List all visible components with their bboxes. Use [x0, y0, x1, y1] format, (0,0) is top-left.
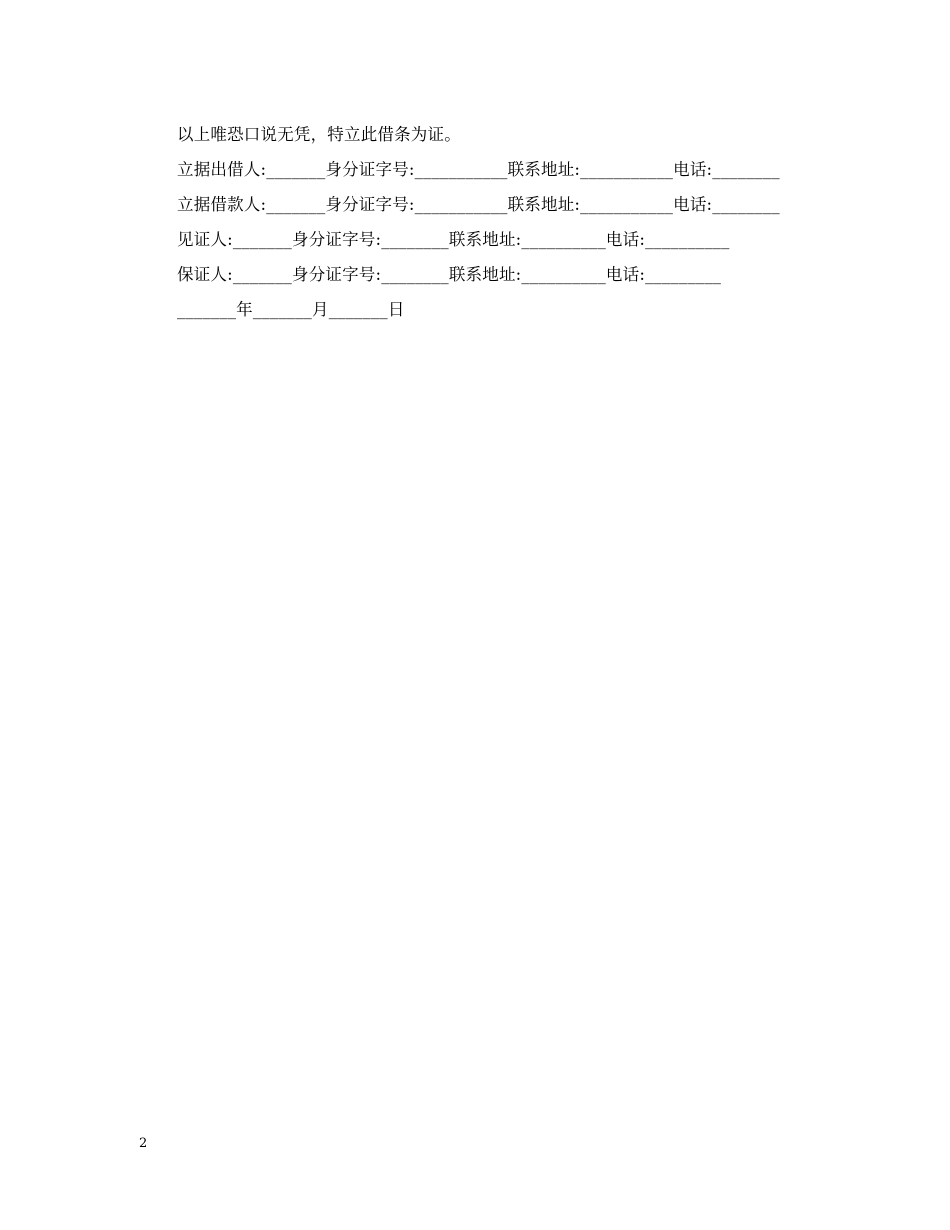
witness-signature-line: 见证人:_______身分证字号:________联系地址:__________电话:__________: [177, 230, 730, 249]
page-number: 2: [139, 1136, 148, 1151]
date-line: _______年_______月_______日: [177, 300, 405, 319]
borrower-signature-line: 立据借款人:_______身分证字号:___________联系地址:___________电话:________: [177, 195, 780, 214]
guarantor-signature-line: 保证人:_______身分证字号:________联系地址:__________电话:_________: [177, 265, 722, 284]
lender-signature-line: 立据出借人:_______身分证字号:___________联系地址:___________电话:________: [177, 160, 780, 179]
document-body: [140, 117, 812, 327]
closing-statement: 以上唯恐口说无凭，特立此借条为证。: [177, 125, 461, 144]
